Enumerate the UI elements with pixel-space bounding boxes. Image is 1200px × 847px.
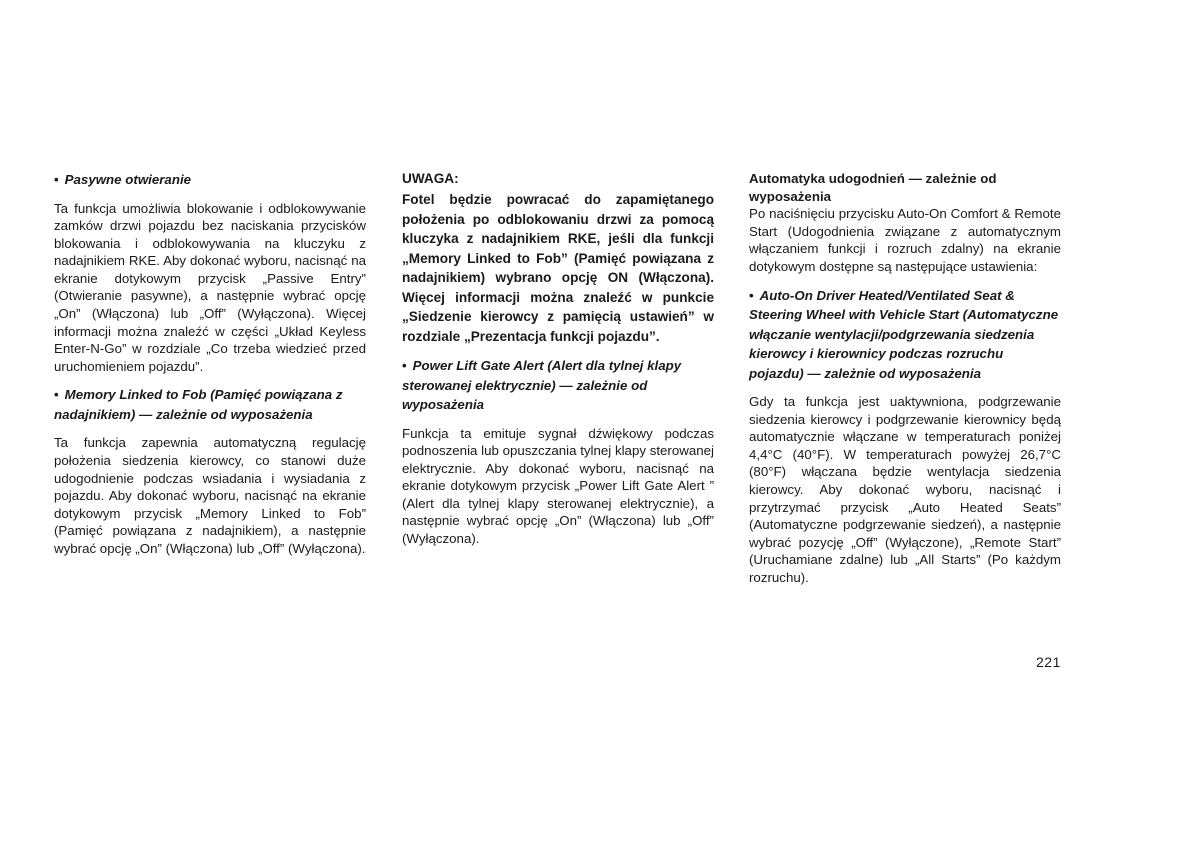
passive-entry-heading — [54, 170, 366, 190]
note-body: Fotel będzie powracać do zapamiętanego położenia po odblokowaniu drzwi za pomocą kluczyka z nadajnikiem RKE, jeśli dla funkcji „Memory Linked to Fob” (Pamięć powiązana z nadajnikiem) wybrano opcję ON (Włączona). Więcej informacji można znaleźć w punkcie „Siedzenie kierowcy z pamięcią ustawień” w rozdziale „Prezentacja funkcji pojazdu”. — [402, 192, 714, 344]
bullet-icon: • — [54, 387, 59, 403]
auto-on-seat-heading-text: Auto-On Driver Heated/Ventilated Seat & Steering Wheel with Vehicle Start (Automatyczne włączanie wentylacji/podgrzewania siedzenia kierowcy i kierownicy podczas rozruchu pojazdu) — zależnie od wyposażenia — [749, 287, 1059, 381]
passive-entry-heading-text: Pasywne otwieranie — [64, 172, 192, 187]
bullet-icon: • — [402, 358, 407, 373]
left-column — [54, 170, 366, 568]
memory-linked-heading-text: Memory Linked to Fob (Pamięć powiązana z nadajnikiem) — zależnie od wyposażenia — [54, 387, 343, 422]
bullet-icon: • — [54, 172, 59, 187]
memory-linked-heading — [54, 385, 366, 424]
power-liftgate-heading — [402, 356, 714, 415]
power-liftgate-body: Funkcja ta emituje sygnał dźwiękowy podczas podnoszenia lub opuszczania tylnej klapy sterowanej elektrycznie. Aby dokonać wyboru, nacisnąć na ekranie dotykowym przycisk „Power Lift Gate Alert ” (Alert dla tylnej klapy sterowanej elektrycznie), a następnie wybrać opcję „On” (Włączona) lub „Off” (Wyłączona). — [402, 425, 714, 547]
comfort-section-intro: Po naciśnięciu przycisku Auto-On Comfort & Remote Start (Udogodnienia związane z automatycznym włączaniem funkcji i rozruch zdalny) na ekranie dotykowym dostępne są następujące ustawienia: — [749, 206, 1061, 274]
bullet-icon: • — [749, 287, 754, 303]
auto-on-seat-heading — [749, 286, 1061, 384]
memory-linked-body: Ta funkcja zapewnia automatyczną regulację położenia siedzenia kierowcy, co stanowi duże udogodnienie podczas wsiadania i wysiadania z pojazdu. Aby dokonać wyboru, nacisnąć na ekranie dotykowym przycisk „Memory Linked to Fob” (Pamięć powiązana z nadajnikiem), a następnie wybrać opcję „On” (Włączona) lub „Off” (Wyłączona). — [54, 435, 366, 556]
note-title: UWAGA: — [402, 171, 459, 186]
auto-on-seat-body: Gdy ta funkcja jest uaktywniona, podgrzewanie siedzenia kierowcy i podgrzewanie kierownicy będą automatycznie włączane w temperaturach poniżej 4,4°C (40°F). W temperaturach powyżej 26,7°C (80°F) włączana będzie wentylacja siedzenia kierowcy. Aby dokonać wyboru, nacisnąć i przytrzymać przycisk „Auto Heated Seats” (Automatyczne podgrzewanie siedzeń), a następnie wybrać pozycję „Off” (Wyłączone), „Remote Start” (Uruchamiane zdalne) lub „All Starts” (Po każdym rozruchu). — [749, 394, 1061, 585]
right-column — [749, 170, 1061, 597]
middle-column — [402, 170, 714, 558]
passive-entry-body: Ta funkcja umożliwia blokowanie i odblokowywanie zamków drzwi pojazdu bez naciskania przycisków blokowania i odblokowywania na kluczyku z nadajnikiem RKE. Aby dokonać wyboru, nacisnąć na ekranie dotykowym przycisk „Passive Entry” (Otwieranie pasywne), a następnie wybrać opcję „On” (Włączona) lub „Off” (Wyłączona). Więcej informacji można znaleźć w części „Układ Keyless Enter-N-Go” w rozdziale „Co trzeba wiedzieć przed uruchomieniem pojazdu”. — [54, 200, 366, 374]
power-liftgate-heading-text: Power Lift Gate Alert (Alert dla tylnej klapy sterowanej elektrycznie) — zależnie od wyposażenia — [402, 358, 682, 412]
page-number: 221 — [1036, 654, 1061, 670]
comfort-section-heading: Automatyka udogodnień — zależnie od wyposażenia — [749, 171, 997, 204]
